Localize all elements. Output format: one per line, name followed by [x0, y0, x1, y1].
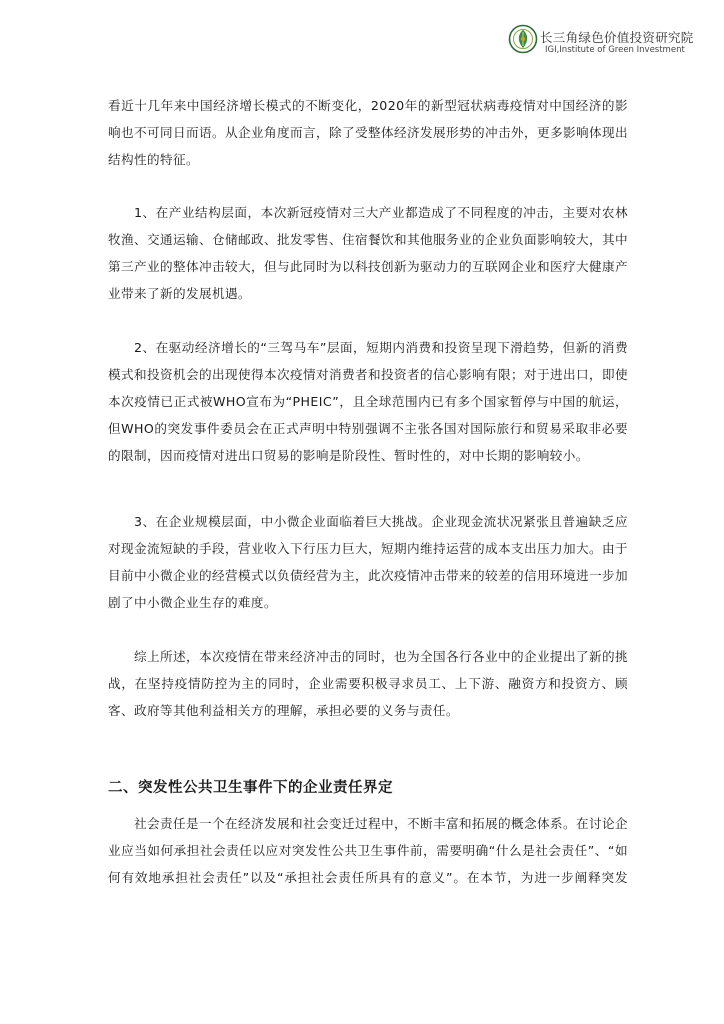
- org-name-cn: 长三角绿色价值投资研究院: [540, 30, 694, 45]
- paragraph-social-responsibility: 社会责任是一个在经济发展和社会变迁过程中，不断丰富和拓展的概念体系。在讨论企业应当如何承担社会责任以应对突发性公共卫生事件前，需要明确“什么是社会责任”、“如何有效地承担社会责任”以及“承担社会责任所具有的意义”。在本节，为进一步阐释突发: [108, 816, 628, 885]
- paragraph-industry-structure: 1、在产业结构层面，本次新冠疫情对三大产业都造成了不同程度的冲击，主要对农林牧渔、交通运输、仓储邮政、批发零售、住宿餐饮和其他服务业的企业负面影响较大，其中第三产业的整体冲击较大，但与此同时为以科技创新为驱动力的互联网企业和医疗大健康产业带来了新的发展机遇。: [108, 205, 628, 301]
- paragraph-intro: 看近十几年来中国经济增长模式的不断变化，2020年的新型冠状病毒疫情对中国经济的影响也不可同日而语。从企业角度而言，除了受整体经济发展形势的冲击外，更多影响体现出结构性的特征。: [108, 98, 628, 167]
- paragraph-growth-drivers: 2、在驱动经济增长的“三驾马车”层面，短期内消费和投资呈现下滑趋势，但新的消费模式和投资机会的出现使得本次疫情对消费者和投资者的信心影响有限；对于进出口，即使本次疫情已正式被WHO宣布为“PHEIC”，且全球范围内已有多个国家暂停与中国的航运，但WHO的突发事件委员会在正式声明中特别强调不主张各国对国际旅行和贸易采取非必要的限制，因而疫情对进出口贸易的影响是阶段性、暂时性的，对中长期的影响较小。: [108, 340, 628, 463]
- org-name-en: IGI,Institute of Green Investment: [545, 45, 685, 55]
- paragraph-enterprise-scale: 3、在企业规模层面，中小微企业面临着巨大挑战。企业现金流状况紧张且普遍缺乏应对现金流短缺的手段，营业收入下行压力巨大，短期内维持运营的成本支出压力加大。由于目前中小微企业的经营模式以负债经营为主，此次疫情冲击带来的较差的信用环境进一步加剧了中小微企业生存的难度。: [108, 514, 628, 610]
- section-heading: 二、突发性公共卫生事件下的企业责任界定: [108, 780, 393, 796]
- institute-logo-icon: [508, 24, 538, 54]
- page-header: [508, 20, 708, 60]
- paragraph-summary: 综上所述，本次疫情在带来经济冲击的同时，也为全国各行各业中的企业提出了新的挑战，在坚持疫情防控为主的同时，企业需要积极寻求员工、上下游、融资方和投资方、顾客、政府等其他利益相关方的理解，承担必要的义务与责任。: [108, 649, 628, 718]
